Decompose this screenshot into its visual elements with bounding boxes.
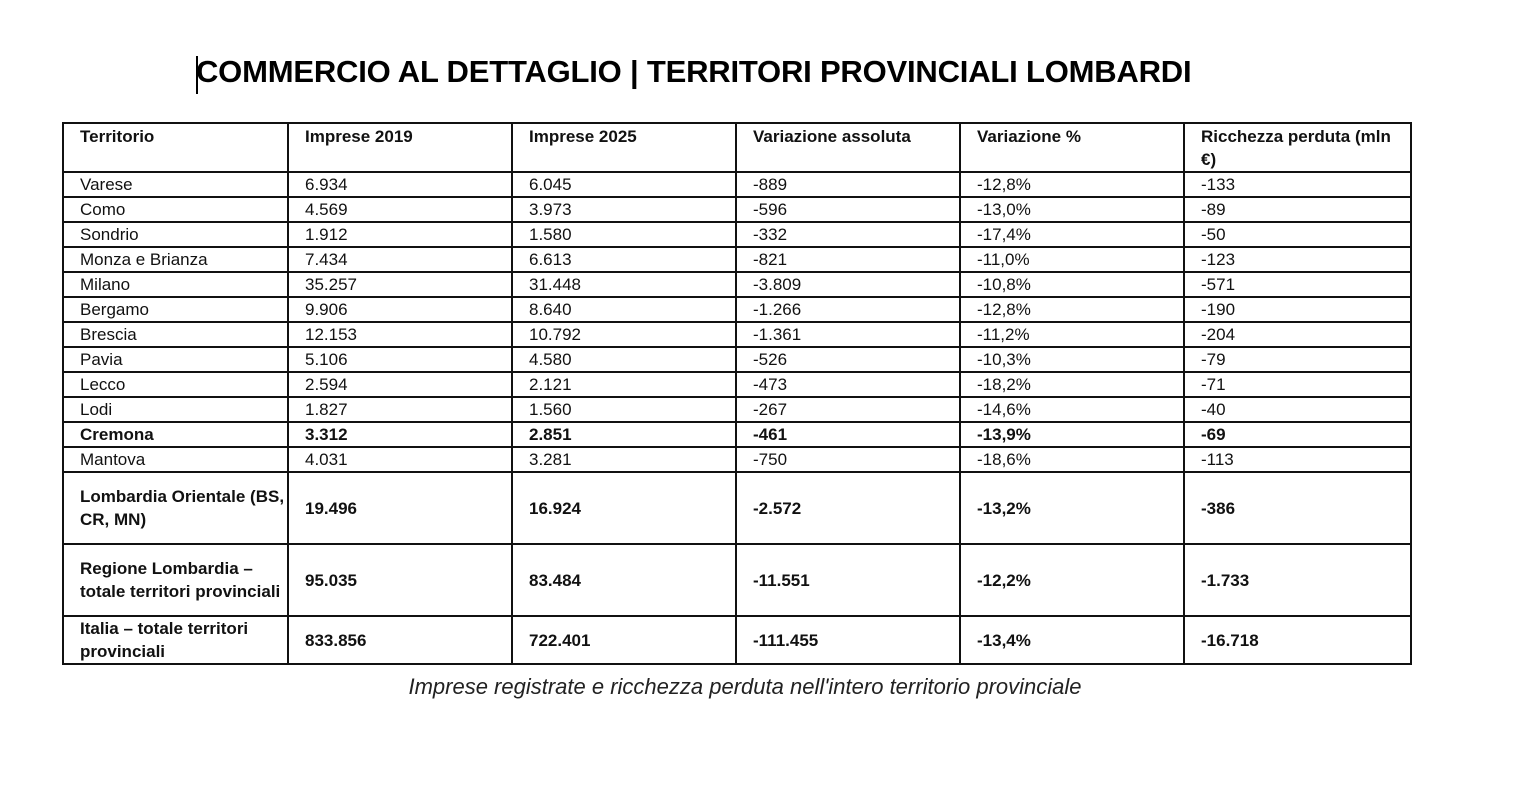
cell-variazione-percent: -18,2% (960, 372, 1184, 397)
header-imprese-2025: Imprese 2025 (512, 123, 736, 172)
cell-imprese-2025: 2.121 (512, 372, 736, 397)
cell-territorio: Regione Lombardia – totale territori provinciali (63, 544, 288, 616)
cell-ricchezza-perduta: -571 (1184, 272, 1411, 297)
cell-imprese-2019: 95.035 (288, 544, 512, 616)
cell-imprese-2025: 31.448 (512, 272, 736, 297)
cell-variazione-assoluta: -821 (736, 247, 960, 272)
cell-ricchezza-perduta: -113 (1184, 447, 1411, 472)
cell-territorio: Sondrio (63, 222, 288, 247)
cell-variazione-percent: -12,8% (960, 297, 1184, 322)
cell-variazione-assoluta: -11.551 (736, 544, 960, 616)
cell-variazione-percent: -12,2% (960, 544, 1184, 616)
cell-imprese-2019: 19.496 (288, 472, 512, 544)
cell-imprese-2025: 3.281 (512, 447, 736, 472)
cell-variazione-percent: -13,0% (960, 197, 1184, 222)
cell-variazione-percent: -17,4% (960, 222, 1184, 247)
page-title: COMMERCIO AL DETTAGLIO | TERRITORI PROVINCIALI LOMBARDI (196, 54, 1192, 89)
cell-imprese-2025: 1.580 (512, 222, 736, 247)
data-table (62, 122, 1412, 665)
cell-ricchezza-perduta: -50 (1184, 222, 1411, 247)
cell-ricchezza-perduta: -71 (1184, 372, 1411, 397)
cell-imprese-2025: 722.401 (512, 616, 736, 664)
header-territorio: Territorio (63, 123, 288, 172)
cell-imprese-2025: 6.045 (512, 172, 736, 197)
cell-imprese-2019: 833.856 (288, 616, 512, 664)
cell-ricchezza-perduta: -133 (1184, 172, 1411, 197)
cell-imprese-2019: 7.434 (288, 247, 512, 272)
cell-imprese-2019: 4.031 (288, 447, 512, 472)
cell-imprese-2025: 2.851 (512, 422, 736, 447)
cell-variazione-assoluta: -3.809 (736, 272, 960, 297)
table-row-total (63, 544, 1411, 616)
cell-variazione-assoluta: -889 (736, 172, 960, 197)
table-row (63, 297, 1411, 322)
table-row-total (63, 616, 1411, 664)
table-row (63, 397, 1411, 422)
header-variazione-assoluta: Variazione assoluta (736, 123, 960, 172)
cell-variazione-percent: -13,9% (960, 422, 1184, 447)
cell-variazione-percent: -18,6% (960, 447, 1184, 472)
cell-imprese-2025: 10.792 (512, 322, 736, 347)
cell-imprese-2019: 9.906 (288, 297, 512, 322)
cell-imprese-2019: 1.912 (288, 222, 512, 247)
cell-variazione-assoluta: -461 (736, 422, 960, 447)
cell-variazione-percent: -10,3% (960, 347, 1184, 372)
cell-imprese-2019: 1.827 (288, 397, 512, 422)
table-row (63, 247, 1411, 272)
table-row-total (63, 472, 1411, 544)
header-ricchezza-perduta: Ricchezza perduta (mln €) (1184, 123, 1411, 172)
cell-imprese-2019: 6.934 (288, 172, 512, 197)
cell-imprese-2025: 1.560 (512, 397, 736, 422)
header-imprese-2019: Imprese 2019 (288, 123, 512, 172)
cell-territorio: Monza e Brianza (63, 247, 288, 272)
cell-imprese-2025: 8.640 (512, 297, 736, 322)
cell-territorio: Bergamo (63, 297, 288, 322)
cell-variazione-percent: -11,0% (960, 247, 1184, 272)
table-row (63, 322, 1411, 347)
cell-ricchezza-perduta: -16.718 (1184, 616, 1411, 664)
cell-territorio: Como (63, 197, 288, 222)
cell-territorio: Milano (63, 272, 288, 297)
table-row (63, 172, 1411, 197)
cell-variazione-percent: -14,6% (960, 397, 1184, 422)
cell-ricchezza-perduta: -79 (1184, 347, 1411, 372)
cell-variazione-percent: -12,8% (960, 172, 1184, 197)
cell-territorio: Brescia (63, 322, 288, 347)
cell-variazione-assoluta: -111.455 (736, 616, 960, 664)
cell-variazione-assoluta: -267 (736, 397, 960, 422)
table-row (63, 272, 1411, 297)
cell-variazione-assoluta: -1.266 (736, 297, 960, 322)
cell-variazione-assoluta: -526 (736, 347, 960, 372)
cell-territorio: Lodi (63, 397, 288, 422)
cell-variazione-assoluta: -1.361 (736, 322, 960, 347)
table-row-highlighted (63, 422, 1411, 447)
cell-imprese-2019: 4.569 (288, 197, 512, 222)
cell-imprese-2025: 6.613 (512, 247, 736, 272)
cell-ricchezza-perduta: -40 (1184, 397, 1411, 422)
table-row (63, 197, 1411, 222)
table-row (63, 222, 1411, 247)
cell-ricchezza-perduta: -1.733 (1184, 544, 1411, 616)
cell-variazione-assoluta: -332 (736, 222, 960, 247)
cell-variazione-percent: -10,8% (960, 272, 1184, 297)
table-row (63, 347, 1411, 372)
cell-variazione-assoluta: -2.572 (736, 472, 960, 544)
data-table-container (62, 122, 1410, 665)
cell-variazione-percent: -11,2% (960, 322, 1184, 347)
cell-imprese-2019: 35.257 (288, 272, 512, 297)
cell-imprese-2025: 4.580 (512, 347, 736, 372)
cell-imprese-2019: 3.312 (288, 422, 512, 447)
cell-variazione-assoluta: -750 (736, 447, 960, 472)
cell-variazione-percent: -13,4% (960, 616, 1184, 664)
cell-imprese-2025: 83.484 (512, 544, 736, 616)
cell-imprese-2025: 16.924 (512, 472, 736, 544)
header-variazione-percent: Variazione % (960, 123, 1184, 172)
cell-ricchezza-perduta: -204 (1184, 322, 1411, 347)
cell-ricchezza-perduta: -123 (1184, 247, 1411, 272)
cell-variazione-percent: -13,2% (960, 472, 1184, 544)
cell-territorio: Italia – totale territori provinciali (63, 616, 288, 664)
cell-territorio: Pavia (63, 347, 288, 372)
table-header-row (63, 123, 1411, 172)
cell-territorio: Mantova (63, 447, 288, 472)
cell-imprese-2019: 5.106 (288, 347, 512, 372)
table-row (63, 372, 1411, 397)
cell-ricchezza-perduta: -386 (1184, 472, 1411, 544)
table-row (63, 447, 1411, 472)
cell-ricchezza-perduta: -69 (1184, 422, 1411, 447)
table-caption: Imprese registrate e ricchezza perduta nell'intero territorio provinciale (408, 674, 1082, 699)
cell-territorio: Lecco (63, 372, 288, 397)
cell-territorio: Varese (63, 172, 288, 197)
cell-imprese-2019: 2.594 (288, 372, 512, 397)
cell-ricchezza-perduta: -190 (1184, 297, 1411, 322)
cell-imprese-2019: 12.153 (288, 322, 512, 347)
cell-imprese-2025: 3.973 (512, 197, 736, 222)
cell-ricchezza-perduta: -89 (1184, 197, 1411, 222)
cell-territorio: Lombardia Orientale (BS, CR, MN) (63, 472, 288, 544)
cell-variazione-assoluta: -473 (736, 372, 960, 397)
cell-variazione-assoluta: -596 (736, 197, 960, 222)
cell-territorio: Cremona (63, 422, 288, 447)
